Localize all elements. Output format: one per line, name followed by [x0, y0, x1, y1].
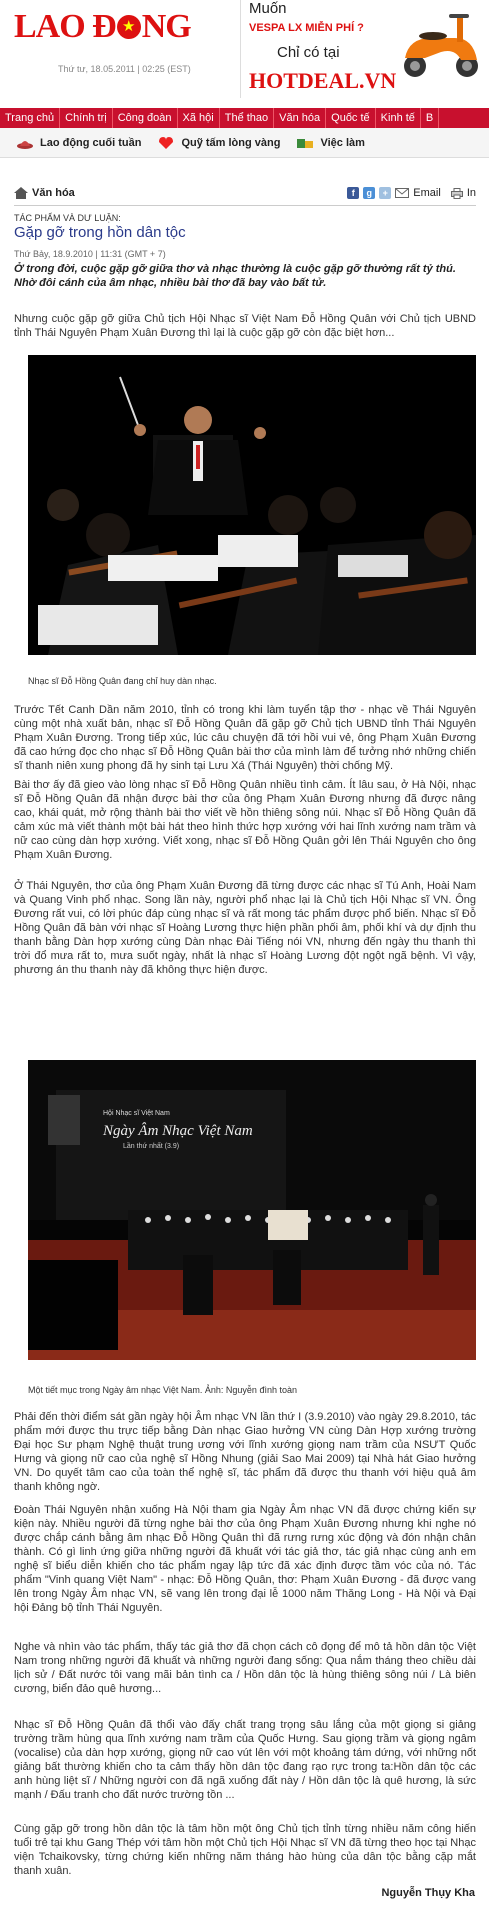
concert-photo	[28, 1060, 476, 1360]
nav-item[interactable]: Văn hóa	[274, 108, 326, 128]
concert-photo-image	[28, 1060, 476, 1360]
facebook-icon[interactable]: f	[347, 187, 359, 199]
main-nav	[0, 108, 489, 128]
section-label[interactable]: Văn hóa	[32, 187, 75, 199]
article-paragraph: Nhạc sĩ Đỗ Hồng Quân đã thổi vào đấy chất trang trọng sâu lắng của một giọng si giảng trường trầm hùng qua lĩnh xướng nam trầm của Quốc Hưng. Sau giọng trầm và giọng ngâm (vocalise) của dàn hợp xướng, giọng nữ cao vút lên với một khoảng tám dứng, với những nốt giảng bất thường khiến cho ta cảm thấy hồn dân tộc đang rạo rực trong ta:Hồn dân tộc các anh hùng liệt sĩ / Những người con đã ngã xuống đất này / Hồn dân tộc là quê hương, là sức mạnh / Đấu tranh cho đất nước trường tồn ...	[14, 1719, 476, 1801]
logo-text-left: LAO Đ	[14, 8, 116, 45]
article-paragraph: Nhưng cuộc gặp gỡ giữa Chủ tịch Hội Nhạc sĩ Việt Nam Đỗ Hồng Quân với Chủ tịch UBND tỉnh Thái Nguyên Phạm Xuân Đương thì lại là cuộc gặp gỡ còn đặc biệt hơn...	[14, 313, 476, 339]
article-author: Nguyễn Thụy Kha	[381, 1887, 475, 1899]
article-paragraph: Đoàn Thái Nguyên nhận xuống Hà Nội tham gia Ngày Âm nhạc VN đã được chứng kiến sự kiện này. Nhiều người đã từng nghe bài thơ của ông Phạm Xuân Đương nhưng khi nghe nó được chắp cánh bằng âm nhạc Đỗ Hồng Quân thì đã rưng rưng xúc động và đón nhận chân thành. Có gì linh ứng giữa những người đã khuất với tác giả thơ, tác giả nhạc cùng anh em nghệ sĩ biểu diễn khiến cho tác phẩm ngay lập tức đã xác định được tầm vóc của nó. Tác phẩm "Vinh quang Việt Nam" - nhạc: Đỗ Hồng Quân, thơ: Phạm Xuân Đương - đã được vang lên trong Ngày Âm nhạc VN, sẽ vang lên trong đại lễ 1000 năm Thăng Long - Hà Nội và Đại hội Đảng bộ tỉnh Thái Nguyên.	[14, 1504, 476, 1614]
hotdeal-ad-banner[interactable]	[240, 0, 489, 98]
conductor-photo	[28, 355, 476, 655]
photo-caption: Một tiết mục trong Ngày âm nhạc Việt Nam. Ảnh: Nguyễn đình toàn	[28, 1385, 297, 1395]
conductor-photo-image	[28, 355, 476, 655]
article-paragraph: Phải đến thời điểm sát gần ngày hội Âm nhạc VN lần thứ I (3.9.2010) vào ngày 29.8.2010, tác phẩm mới được thu trực tiếp bằng Dàn nhạc Giao hưởng VN cùng Dàn Hợp xướng trường Đại học Sư phạm Nghệ thuật trung ương với lĩnh xướng giọng nam trầm của NSƯT Quốc Hưng và giọng nữ cao của nghệ sĩ Hồng Nhung (giải Sao Mai 2009) tại Nhà hát Giao hưởng VN. Do quyết tâm cao của toàn thể nghệ sĩ, tác phẩm đã được thu thanh với hiệu quả âm thanh không ngờ.	[14, 1411, 476, 1493]
article-paragraph: Trước Tết Canh Dần năm 2010, tỉnh có trong khi làm tuyển tập thơ - nhạc về Thái Nguyên cùng một nhà xuất bản, nhạc sĩ Đỗ Hồng Quân đã gặp gỡ Chủ tịch UBND tỉnh Thái Nguyên Phạm Xuân Đương. Trong tiếp xúc, lúc câu chuyện đã tới hồi vui vẻ, ông Phạm Xuân Đương đã cao hứng đọc cho nhạc sĩ Đỗ Hồng Quân bài thơ của mình làm để tưởng nhớ những chiến sĩ thanh niên xung phong đã hy sinh tại Lưu Xá (Thái Nguyên) thời chống Mỹ.	[14, 704, 476, 772]
print-icon[interactable]	[451, 188, 463, 199]
nav-item[interactable]: B	[421, 108, 439, 128]
site-header	[0, 0, 489, 149]
nav-item[interactable]: Chính trị	[60, 108, 113, 128]
ad-line3: Chỉ có tại	[277, 44, 340, 61]
sub-nav	[0, 128, 489, 158]
nav-item[interactable]: Trang chủ	[0, 108, 60, 128]
google-icon[interactable]: g	[363, 187, 375, 199]
heart-icon	[157, 136, 175, 150]
share-icon[interactable]: +	[379, 187, 391, 199]
article-paragraph: Ở Thái Nguyên, thơ của ông Phạm Xuân Đương đã từng được các nhạc sĩ Tú Anh, Hoài Nam và Quang Vinh phổ nhạc. Song lần này, người phổ nhạc lại là Chủ tịch Hội Nhạc sĩ VN. Ông Đương rất vui, có lời phúc đáp cùng nhạc sĩ và rất mong tác phẩm được phổ biến. Nhạc sĩ Đỗ Hồng Quân đã bàn với nhạc sĩ Hoàng Lương thực hiện phần phối âm, phối khí và dự định thu thanh bằng Dàn hợp xướng cùng Dàn nhạc Đài Tiếng nói VN, nhưng đến ngày thu thanh thì trời đổ mưa rất to, mưa suốt ngày, nhất là nhạc sĩ Hoàng Lương đột ngột ngã bệnh. Vì vậy, phương án thu thanh này đã không thực hiện được.	[14, 880, 476, 976]
nav-item[interactable]: Kinh tế	[376, 108, 421, 128]
subnav-label: Lao động cuối tuần	[40, 136, 142, 149]
subnav-label: Việc làm	[320, 136, 365, 149]
email-icon[interactable]	[395, 188, 409, 198]
article-paragraph: Bài thơ ấy đã gieo vào lòng nhạc sĩ Đỗ Hồng Quân nhiều tình cảm. Ít lâu sau, ở Hà Nội, nhạc sĩ Đỗ Hồng Quân đã nhận được bài thơ của ông Phạm Xuân Đương nhưng đã được nâng cao, khái quát, mở rộng thành bài thơ viết về hồn thiêng sông núi. Nhạc sĩ Đỗ Hồng Quân đã cảm xúc mà viết thành một bài hát theo hình thức hợp xướng với hai lĩnh xướng nam trầm và nữ cao cùng dàn hợp xướng. Viết xong, nhạc sĩ Đỗ Hồng Quân gởi lên Thái Nguyên cho ông Phạm Xuân Đương.	[14, 779, 476, 861]
logo-star-icon: ★	[117, 15, 141, 39]
banner-line1: Hội Nhạc sĩ Việt Nam	[103, 1110, 170, 1117]
share-tools	[347, 187, 476, 199]
nav-item[interactable]: Thể thao	[220, 108, 274, 128]
nav-item[interactable]: Quốc tế	[326, 108, 376, 128]
ad-line4: HOTDEAL.VN	[249, 68, 397, 93]
nav-item[interactable]: Công đoàn	[113, 108, 178, 128]
toolbar-divider	[14, 205, 476, 206]
ad-line1: Muốn	[249, 0, 287, 17]
site-logo[interactable]	[14, 4, 191, 50]
article-title: Gặp gỡ trong hồn dân tộc	[14, 224, 186, 241]
subnav-lao-dong-cuoi-tuan[interactable]	[16, 136, 141, 150]
scooter-icon	[395, 8, 485, 80]
article-date: Thứ Bảy, 18.9.2010 | 11:31 (GMT + 7)	[14, 249, 166, 259]
photo-caption: Nhạc sĩ Đỗ Hồng Quân đang chỉ huy dàn nhạc.	[28, 676, 217, 686]
article-toolbar	[14, 184, 476, 202]
article-kicker: TÁC PHẨM VÀ DƯ LUẬN:	[14, 213, 121, 223]
article-paragraph: Nghe và nhìn vào tác phẩm, thấy tác giả thơ đã chọn cách cô đọng để mô tả hồn dân tộc Việt Nam trong những người đã khuất và những người đang sống: Qua nắm tháng theo chiều dài lịch sử / Đất nước tôi vang mãi bản tình ca / Hồn dân tộc là hùng thiêng sông núi / Là biên cương, biển đảo quê hương...	[14, 1641, 476, 1695]
nav-item[interactable]: Xã hội	[178, 108, 220, 128]
banner-line2: Ngày Âm Nhạc Việt Nam	[103, 1123, 253, 1139]
subnav-label: Quỹ tấm lòng vàng	[181, 136, 281, 149]
jobs-icon	[296, 136, 314, 150]
email-link[interactable]: Email	[413, 187, 441, 199]
banner-line3: Lần thứ nhất (3.9)	[123, 1143, 180, 1150]
article-paragraph: Cùng gặp gỡ trong hồn dân tộc là tâm hồn một ông Chủ tịch tỉnh từng nhiều năm công hiến tuổi trẻ tại khu Gang Thép với tâm hồn một Chủ tịch Hội Nhạc sĩ VN đã từng theo học tại Nhạc viện Tchaikovsky, từng chứng kiến những năm tháng hào hùng của dân tộc bằng cặp mắt thanh xuân.	[14, 1823, 476, 1877]
logo-text-right: NG	[141, 8, 191, 45]
print-link[interactable]: In	[466, 187, 476, 199]
subnav-viec-lam[interactable]	[296, 136, 364, 150]
current-date: Thứ tư, 18.05.2011 | 02:25 (EST)	[58, 64, 191, 74]
ad-line2: VESPA LX MIỄN PHÍ ?	[249, 22, 364, 34]
home-icon[interactable]	[14, 187, 28, 199]
article-lead: Ở trong đời, cuộc gặp gỡ giữa thơ và nhạc thường là cuộc gặp gỡ thường rất tỷ thú. Nhờ đôi cánh của âm nhạc, nhiều bài thơ đã bay vào bất tử.	[14, 263, 456, 289]
hat-icon	[16, 136, 34, 150]
subnav-quy-tam-long-vang[interactable]	[157, 136, 280, 150]
